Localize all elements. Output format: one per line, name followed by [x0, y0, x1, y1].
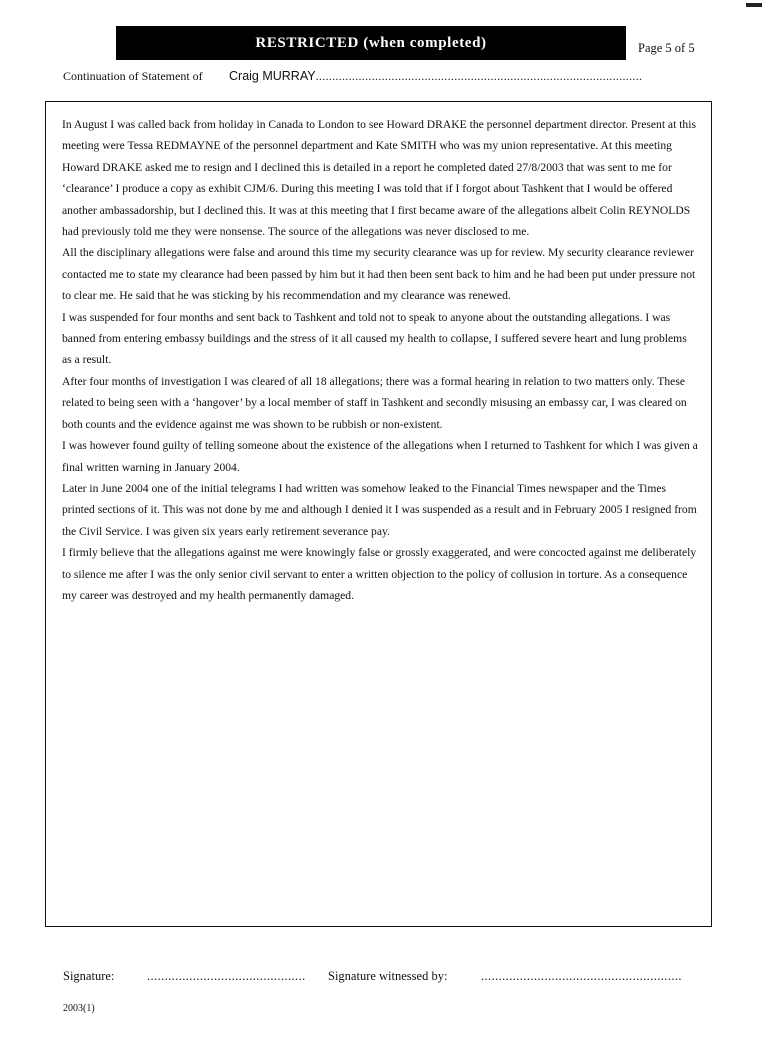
statement-body — [62, 114, 698, 606]
statement-paragraph: After four months of investigation I was cleared of all 18 allegations; there was a formal hearing in relation to two matters only. These related to being seen with a ‘hangover’ by a local member of staff in Tashkent and secondly misusing an embassy car, I was cleared on both counts and the evidence against me was shown to be rubbish or non-existent. — [62, 374, 687, 431]
witness-line: ......................................................... — [481, 969, 682, 983]
statement-paragraph: I was however found guilty of telling someone about the existence of the allegations when I returned to Tashkent for which I was given a final written warning in January 2004. — [62, 439, 698, 474]
statement-box — [45, 101, 712, 927]
restricted-banner: RESTRICTED (when completed) — [116, 26, 626, 60]
page-number: Page 5 of 5 — [638, 41, 695, 55]
statement-paragraph: Later in June 2004 one of the initial telegrams I had written was somehow leaked to the Financial Times newspaper and the Times printed sections of it. This was not done by me and although I denied it I was suspended as a result and in February 2005 I resigned from the Civil Service. I was given six years early retirement severance pay. — [62, 481, 697, 538]
scan-edge-mark — [746, 3, 762, 7]
witness-label: Signature witnessed by: — [328, 969, 448, 983]
statement-paragraph: I was suspended for four months and sent back to Tashkent and told not to speak to anyone about the outstanding allegations. I was banned from entering embassy buildings and the stress of it all caused my health to collapse, I suffered severe heart and lung problems as a result. — [62, 310, 687, 367]
continuation-label: Continuation of Statement of — [63, 69, 203, 83]
statement-name: Craig MURRAY — [229, 69, 316, 83]
continuation-dots: ................................................................................................... — [315, 69, 643, 83]
signature-label: Signature: — [63, 969, 115, 983]
statement-paragraph: I firmly believe that the allegations against me were knowingly false or grossly exaggerated, and were concocted against me deliberately to silence me after I was the only senior civil servant to enter a written objection to the policy of collusion in torture. As a consequence my career was destroyed and my health permanently damaged. — [62, 546, 697, 602]
signature-row — [0, 969, 768, 989]
statement-paragraph: In August I was called back from holiday in Canada to London to see Howard DRAKE the personnel department director. Present at this meeting were Tessa REDMAYNE of the personnel department and Kate SMITH who was my union representative. At this meeting Howard DRAKE asked me to resign and I declined this is detailed in a report he completed dated 27/8/2003 that was sent to me for ‘clearance’ I produce a copy as exhibit CJM/6. During this meeting I was told that if I forgot about Tashkent that I would be offered another ambassadorship, but I declined this. It was at this meeting that I first became aware of the allegations albeit Colin REYNOLDS had previously told me they were nonsense. The source of the allegations was never disclosed to me. — [62, 118, 696, 239]
form-code: 2003(1) — [63, 1003, 95, 1014]
signature-line: ............................................. — [147, 969, 306, 983]
continuation-line — [63, 69, 703, 85]
statement-paragraph: All the disciplinary allegations were false and around this time my security clearance was up for review. My security clearance reviewer contacted me to state my clearance had been passed by him but it had then been sent back to him and he had been put under pressure not to clear me. He said that he was sticking by his recommendation and my clearance was renewed. — [62, 246, 696, 303]
